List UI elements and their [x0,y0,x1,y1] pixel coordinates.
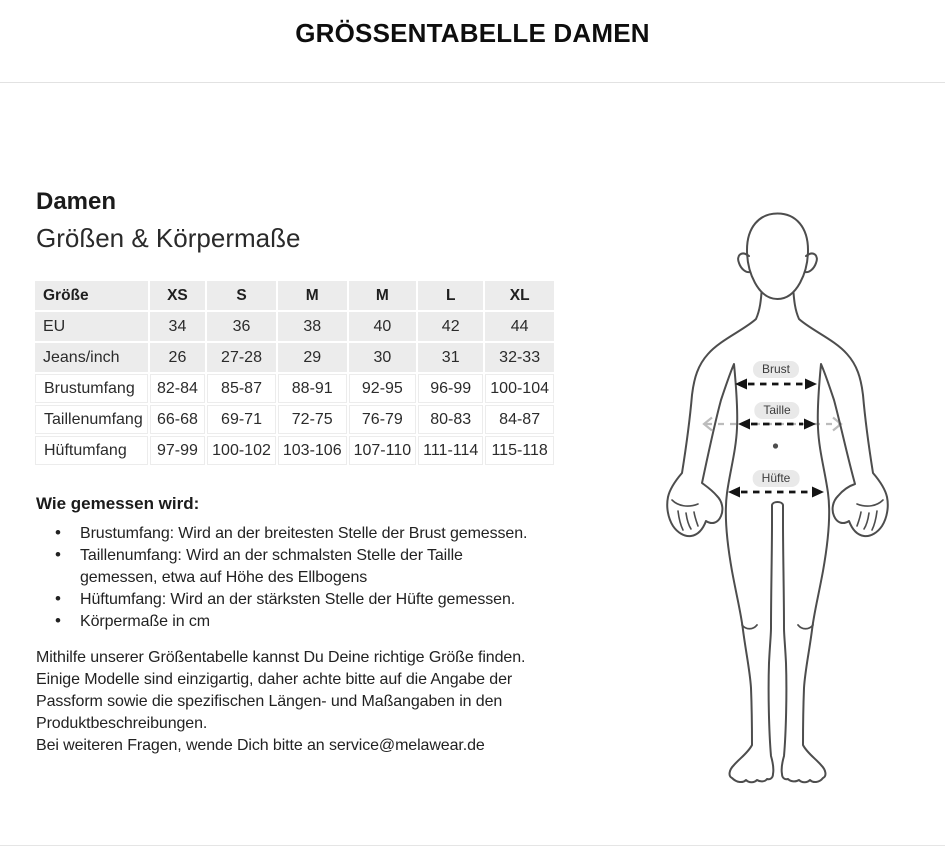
table-row [35,374,554,403]
table-cell: 97-99 [150,436,205,465]
table-cell: 26 [150,343,205,372]
table-cell: 40 [349,312,417,341]
table-cell: 30 [349,343,417,372]
table-header-cell: M [278,281,347,310]
table-cell: 80-83 [418,405,483,434]
contact-paragraph: Bei weiteren Fragen, wende Dich bitte an service@melawear.de [36,737,485,754]
table-header-cell: S [207,281,276,310]
list-item: • Hüftumfang: Wird an der stärksten Stelle der Hüfte gemessen. [36,589,541,611]
measure-info-list [36,523,541,633]
table-cell: 115-118 [485,436,554,465]
section-heading: Damen [36,188,117,215]
table-cell: 100-104 [485,374,554,403]
measure-info-title: Wie gemessen wird: [36,494,200,513]
info-paragraph: Mithilfe unserer Größentabelle kannst Du Deine richtige Größe finden. Einige Modelle sind einzigartig, daher achte bitte auf die Angabe der Passform sowie die spezifischen Längen- und Maßangaben in den Produktbeschreibungen. [36,649,526,732]
table-cell: 38 [278,312,347,341]
top-divider [0,82,945,83]
right-knee-mark [798,625,813,629]
table-cell: 82-84 [150,374,205,403]
table-header-cell: Größe [35,281,148,310]
table-cell: 85-87 [207,374,276,403]
table-row [35,405,554,434]
table-cell: 96-99 [418,374,483,403]
table-cell: 107-110 [349,436,417,465]
row-label: Brustumfang [35,374,148,403]
table-cell: 66-68 [150,405,205,434]
table-row [35,436,554,465]
table-cell: 100-102 [207,436,276,465]
table-row [35,343,554,372]
size-table [33,279,556,467]
navel-dot [773,443,778,448]
left-knee-mark [742,625,757,629]
hip-arrow [728,487,824,498]
body-outline-illustration [640,193,940,798]
table-cell: 76-79 [349,405,417,434]
table-header-row [35,281,554,310]
table-cell: 92-95 [349,374,417,403]
size-guide-content [36,188,556,757]
table-row [35,312,554,341]
table-cell: 103-106 [278,436,347,465]
table-cell: 88-91 [278,374,347,403]
table-cell: 36 [207,312,276,341]
head-outline [747,214,808,300]
table-cell: 29 [278,343,347,372]
table-cell: 34 [150,312,205,341]
row-label: EU [35,312,148,341]
table-cell: 84-87 [485,405,554,434]
bottom-divider [0,845,945,846]
body-measurement-figure [640,193,940,803]
table-cell: 32-33 [485,343,554,372]
hip-label: Hüfte [753,470,800,487]
waist-arrow [738,419,816,430]
table-header-cell: XS [150,281,205,310]
waist-label: Taille [754,402,799,419]
table-cell: 72-75 [278,405,347,434]
table-header-cell: L [418,281,483,310]
row-label: Jeans/inch [35,343,148,372]
table-cell: 44 [485,312,554,341]
table-cell: 42 [418,312,483,341]
table-header-cell: M [349,281,417,310]
chest-arrow [735,379,817,390]
table-header-cell: XL [485,281,554,310]
list-item: • Taillenumfang: Wird an der schmalsten Stelle der Taille gemessen, etwa auf Höhe des Ellbogens [36,545,541,589]
page-title: GRÖSSENTABELLE DAMEN [295,18,650,48]
body-outline [667,214,888,783]
table-cell: 31 [418,343,483,372]
list-item: • Brustumfang: Wird an der breitesten Stelle der Brust gemessen. [36,523,541,545]
waist-arrow-gray [704,418,841,431]
table-cell: 27-28 [207,343,276,372]
row-label: Hüftumfang [35,436,148,465]
chest-label: Brust [753,361,799,378]
row-label: Taillenumfang [35,405,148,434]
section-subheading: Größen & Körpermaße [36,223,301,253]
table-cell: 111-114 [418,436,483,465]
table-cell: 69-71 [207,405,276,434]
list-item: • Körpermaße in cm [36,611,541,633]
